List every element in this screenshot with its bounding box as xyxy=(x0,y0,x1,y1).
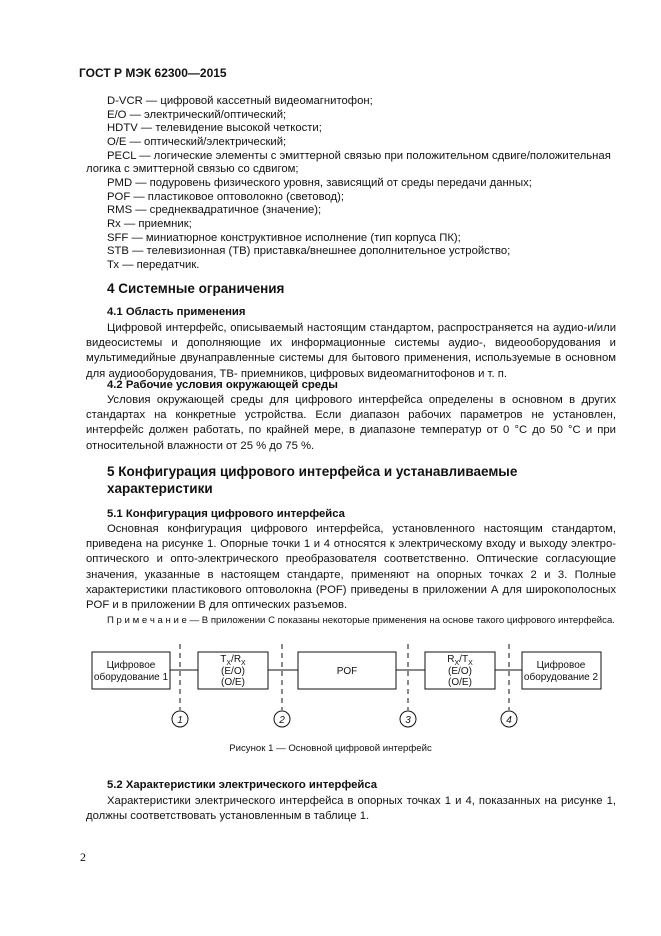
reference-point-label: 3 xyxy=(405,715,411,726)
reference-point-label: 2 xyxy=(279,715,285,726)
abbr-item: PECL — логические элементы с эмиттерной связью при положительном сдвиге/положительная xyxy=(107,150,611,162)
section-5-2-text: Характеристики электрического интерфейса в опорных точках 1 и 4, показанных на рисунке 1, должны соответствовать установленным в таблице 1. xyxy=(86,795,616,823)
transceiver-rx-label: $R_X/T_X$ xyxy=(447,654,473,667)
section-4-2-text: Условия окружающей среды для цифрового интерфейса определены в основном в других стандартах на конкретные устройства. Если диапазон рабочих параметров не установлен, интерфейс должен работать, по крайней мере, в диапазоне температур от 0 °С до 50 °С и при относительной влажности от 25 % до 75 %. xyxy=(86,394,616,452)
reference-point-label: 4 xyxy=(506,715,512,726)
transceiver-rx-label: (Е/О) xyxy=(448,666,472,677)
abbr-item: PMD — подуровень физического уровня, зависящий от среды передачи данных; xyxy=(107,177,532,189)
section-4-title: 4 Системные ограничения xyxy=(107,281,285,296)
abbr-item: SFF — миниатюрное конструктивное исполнение (тип корпуса ПК); xyxy=(107,232,461,244)
section-4-1-text: Цифровой интерфейс, описываемый настоящим стандартом, распространяется на аудио-и/или видеосистемы и дополняющие их информационные системы аудио-, видеооборудования и мультимедийные двунаправленные системы для бытового применения, используемые в основном для аудиооборудования, ТВ- приемников, цифровых видеомагнитофонов и т. п. xyxy=(86,322,616,380)
transceiver-rx-label: (О/Е) xyxy=(448,677,472,688)
abbr-item: Rx — приемник; xyxy=(107,218,192,230)
page-number: 2 xyxy=(80,850,86,864)
abbr-item: Тх — передатчик. xyxy=(107,259,200,271)
equipment-1-label: оборудование 1 xyxy=(93,672,169,683)
section-4-2-title: 4.2 Рабочие условия окружающей среды xyxy=(107,379,338,391)
figure-caption: Рисунок 1 — Основной цифровой интерфейс xyxy=(229,743,432,754)
transceiver-tx-label: (Е/О) xyxy=(221,666,245,677)
transceiver-tx-label: $T_X/R_X$ xyxy=(220,654,246,667)
section-5-title: 5 Конфигурация цифрового интерфейса и устанавливаемые xyxy=(107,464,518,479)
transceiver-tx-label: (О/Е) xyxy=(221,677,245,688)
abbr-item: POF — пластиковое оптоволокно (световод); xyxy=(107,191,345,203)
abbr-item: О/Е — оптический/электрический; xyxy=(107,136,287,148)
equipment-2-label: Цифровое xyxy=(536,660,586,671)
pof-label: POF xyxy=(336,666,358,677)
abbr-item: HDTV — телевидение высокой четкости; xyxy=(107,122,322,134)
figure-1-diagram xyxy=(0,640,661,740)
section-5-title-cont: характеристики xyxy=(107,481,213,496)
reference-point-label: 1 xyxy=(177,715,183,726)
abbr-item: RMS — среднеквадратичное (значение); xyxy=(107,204,322,216)
document-header: ГОСТ Р МЭК 62300—2015 xyxy=(79,66,227,80)
abbr-item: Е/О — электрический/оптический; xyxy=(107,109,287,121)
equipment-1-label: Цифровое xyxy=(106,660,156,671)
equipment-2-label: оборудование 2 xyxy=(523,672,599,683)
section-4-1-title: 4.1 Область применения xyxy=(107,306,246,318)
abbr-item: D-VCR — цифровой кассетный видеомагнитофон; xyxy=(107,95,373,107)
section-5-2-title: 5.2 Характеристики электрического интерфейса xyxy=(107,779,378,791)
note-text: П р и м е ч а н и е — В приложении С показаны некоторые применения на основе такого цифрового интерфейса. xyxy=(107,615,615,626)
abbr-item: логика с эмиттерной связью со сдвигом; xyxy=(86,163,299,175)
section-5-1-text: Основная конфигурация цифрового интерфейса, установленного настоящим стандартом, приведена на рисунке 1. Опорные точки 1 и 4 относятся к электрическому входу и выходу электро-оптического и опто-электрического преобразователя соответственно. Оптические согласующие значения, указанные в настоящем стандарте, применяют на опорных точках 2 и 3. Полные характеристики пластикового оптоволокна (POF) приведены в приложении А для широкополосных POF и в приложении В для оптических разъемов. xyxy=(86,523,616,612)
abbr-item: STB — телевизионная (ТВ) приставка/внешнее дополнительное устройство; xyxy=(107,245,511,257)
section-5-1-title: 5.1 Конфигурация цифрового интерфейса xyxy=(107,508,345,520)
